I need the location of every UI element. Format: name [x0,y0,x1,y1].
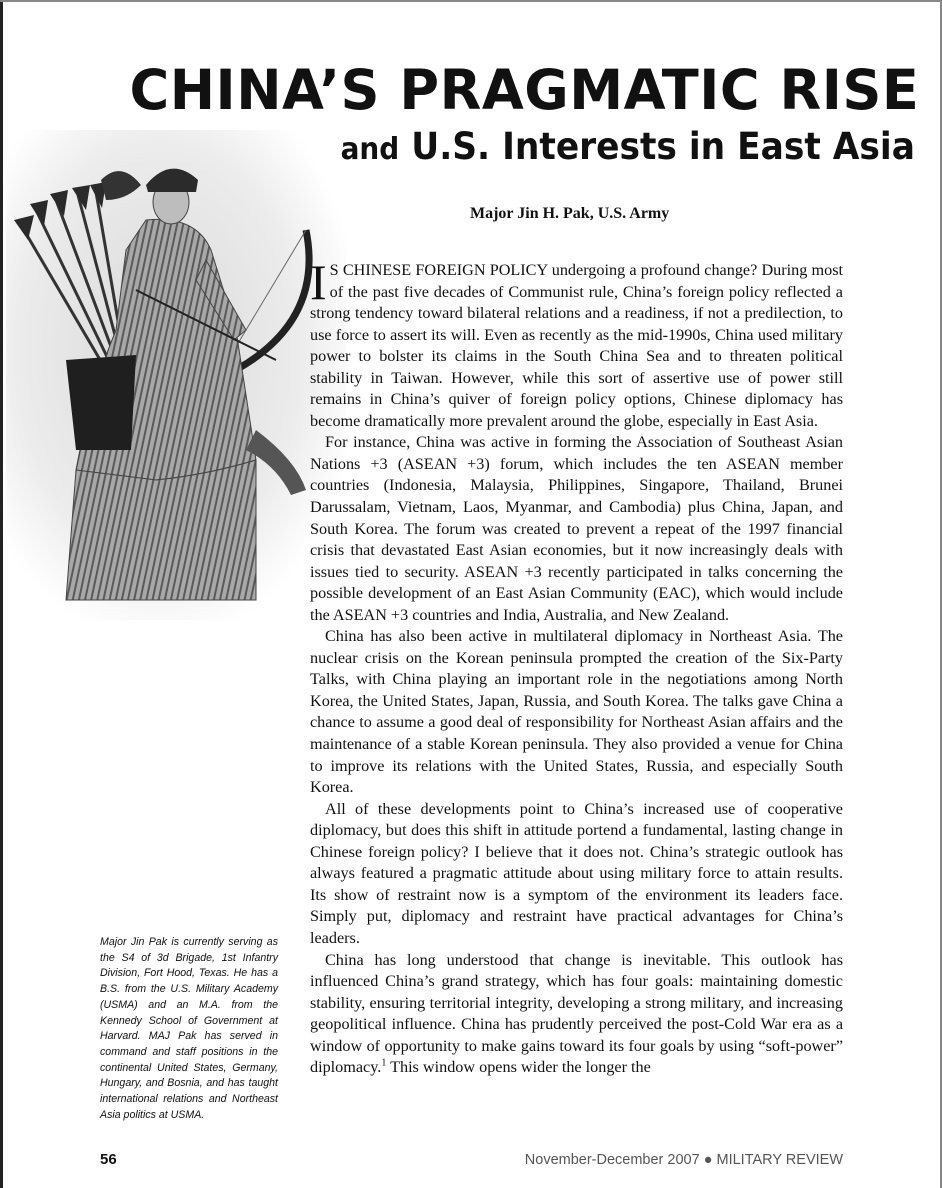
paragraph-continuation: This window opens wider the longer the [386,1058,651,1077]
article-title: CHINA’S PRAGMATIC RISE [129,58,920,122]
paragraph-text: China has long understood that change is inevitable. This outlook has influenced China’s grand strategy, which has four goals: maintaining domestic stability, ensuring territorial integrity, developing a strong military, and increasing geopolitical influence. China has prudently perceived the post-Cold War era as a window of opportunity to make gains toward its four goals by using “soft-power” diplomacy. [310,950,843,1077]
article-body [310,254,843,1079]
article-subtitle [340,123,915,174]
article-paragraph: China has also been active in multilateral diplomacy in Northeast Asia. The nuclear crisis on the Korean peninsula prompted the creation of the Six-Party Talks, with China playing an important role in the negotiations among North Korea, the United States, Japan, Russia, and South Korea. The talks gave China a chance to assume a good deal of responsibility for Northeast Asian affairs and the maintenance of a stable Korean peninsula. They also provided a venue for China to improve its relations with the United States, Russia, and especially South Korea. [310,627,843,797]
article-paragraph [310,950,843,1079]
subtitle-text: U.S. Interests in East Asia [411,125,915,168]
page-number: 56 [100,1151,117,1168]
bullet-separator-icon: ● [703,1152,713,1168]
author-bio: Major Jin Pak is currently serving as the S4 of 3d Brigade, 1st Infantry Division, Fort Hood, Texas. He has a B.S. from the U.S. Military Academy (USMA) and an M.A. from the Kennedy School of Government at Harvard. MAJ Pak has served in command and staff positions in the continental United States, Germany, Hungary, and Bosnia, and has taught international relations and Northeast Asia politics at USMA. [100,936,278,1121]
issue-date: November-December 2007 [524,1152,700,1168]
page-border [0,0,3,1188]
footnote-marker[interactable]: 1 [381,1057,387,1069]
drop-cap: I [310,254,327,310]
publication-name: MILITARY REVIEW [716,1152,843,1168]
paragraph-text: S CHINESE FOREIGN POLICY undergoing a profound change? During most of the past five decades of Communist rule, China’s foreign policy reflected a strong tendency toward bilateral relations and a readiness, if not a predilection, to use force to assert its will. Even as recently as the mid-1990s, China used military power to bolster its claims in the South China Sea and to threaten political stability in Taiwan. However, while this sort of assertive use of power still remains in China’s quiver of foreign policy options, Chinese diplomacy has become dramatically more prevalent around the globe, especially in East Asia. [310,261,843,430]
article-paragraph: For instance, China was active in forming the Association of Southeast Asian Nations +3 (ASEAN +3) forum, which includes the ten ASEAN member countries (Indonesia, Malaysia, Philippines, Singapore, Thailand, Brunei Darussalam, Vietnam, Laos, Myanmar, and Cambodia) plus China, Japan, and South Korea. The forum was created to prevent a repeat of the 1997 financial crisis that devastated East Asian economies, but it now increasingly deals with issues tied to security. ASEAN +3 recently participated in talks concerning the possible development of an East Asian Community (EAC), which would include the ASEAN +3 countries and India, Australia, and New Zealand. [310,433,843,624]
footer-publication-info [525,1152,843,1168]
archer-illustration-icon [6,130,346,620]
page-border-top [0,0,942,2]
article-paragraph: All of these developments point to China’s increased use of cooperative diplomacy, but does this shift in attitude portend a fundamental, lasting change in Chinese foreign policy? I believe that it does not. China’s strategic outlook has always featured a pragmatic attitude about using military force to attain results. Its show of restraint now is a symptom of the environment its leaders face. Simply put, diplomacy and restraint have practical advantages for China’s leaders. [310,799,843,947]
subtitle-prefix: and [340,132,400,167]
article-paragraph [310,254,843,432]
author-byline: Major Jin H. Pak, U.S. Army [470,205,670,222]
